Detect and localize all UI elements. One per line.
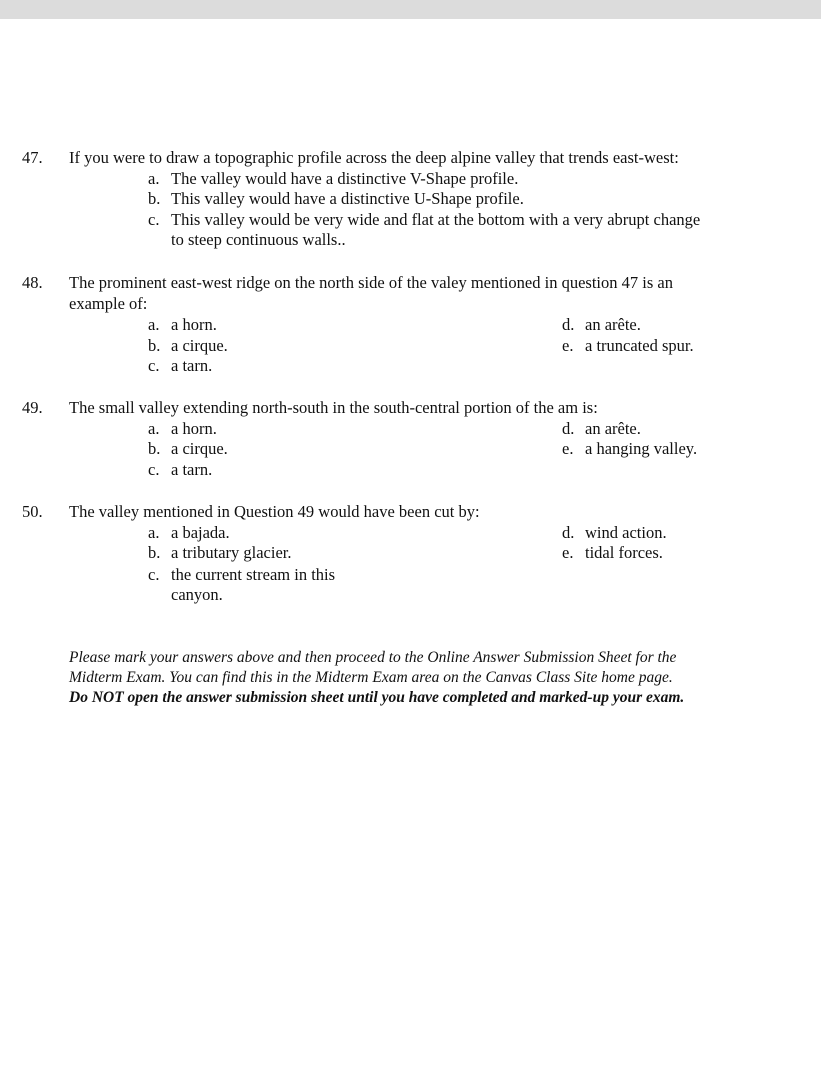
option-text: a bajada.	[171, 522, 230, 542]
option-text: a tarn.	[171, 356, 213, 375]
question-text: The valley mentioned in Question 49 would have been cut by:	[69, 502, 480, 521]
option-text: The valley would have a distinctive V-Shape profile.	[171, 168, 519, 188]
instructions-line: Midterm Exam. You can find this in the Midterm Exam area on the Canvas Class Site home page.	[69, 669, 673, 686]
option-text: a horn.	[171, 315, 217, 334]
option-a[interactable]	[148, 523, 230, 544]
option-text: a horn.	[171, 418, 217, 438]
question-number: 49.	[22, 398, 43, 417]
option-d[interactable]	[562, 315, 641, 336]
option-text: a cirque.	[171, 335, 228, 355]
option-letter: b.	[148, 335, 161, 355]
option-letter: c.	[148, 564, 160, 584]
option-text: a hanging valley.	[585, 439, 698, 458]
option-c[interactable]	[148, 209, 701, 249]
option-text: tidal forces.	[585, 543, 663, 562]
option-b[interactable]	[148, 189, 524, 210]
question-number: 47.	[22, 148, 43, 167]
option-e[interactable]	[562, 439, 697, 460]
option-b[interactable]	[148, 336, 228, 357]
option-e[interactable]	[562, 336, 694, 357]
option-letter: e.	[562, 439, 574, 458]
question-text: If you were to draw a topographic profile across the deep alpine valley that trends east-west:	[69, 148, 679, 167]
option-letter: a.	[148, 168, 160, 188]
question-text: The small valley extending north-south in the south-central portion of the am is:	[69, 398, 598, 417]
option-letter: d.	[562, 315, 575, 334]
submission-instructions	[69, 648, 789, 708]
option-e[interactable]	[562, 543, 663, 564]
option-letter: e.	[562, 335, 574, 355]
option-text: a truncated spur.	[585, 335, 694, 355]
option-text: an arête.	[585, 315, 641, 334]
option-a[interactable]	[148, 315, 217, 336]
option-text: a cirque.	[171, 439, 228, 458]
option-text-continued: to steep continuous walls..	[171, 230, 346, 249]
option-letter: e.	[562, 543, 574, 562]
option-text: an arête.	[585, 418, 641, 438]
option-text: wind action.	[585, 522, 667, 542]
option-letter: b.	[148, 189, 161, 208]
question-number: 50.	[22, 502, 43, 521]
option-letter: c.	[148, 356, 160, 375]
option-b[interactable]	[148, 439, 228, 460]
option-letter: d.	[562, 522, 575, 542]
option-text: This valley would be very wide and flat at the bottom with a very abrupt change	[171, 209, 701, 229]
option-text: a tributary glacier.	[171, 543, 292, 562]
option-letter: b.	[148, 543, 161, 562]
option-text: This valley would have a distinctive U-Shape profile.	[171, 189, 524, 208]
option-letter: b.	[148, 439, 161, 458]
option-text: the current stream in this	[171, 564, 336, 584]
option-a[interactable]	[148, 169, 518, 190]
option-c[interactable]	[148, 564, 336, 604]
option-text-continued: canyon.	[171, 585, 223, 604]
option-a[interactable]	[148, 419, 217, 440]
option-letter: a.	[148, 522, 160, 542]
option-c[interactable]	[148, 460, 212, 481]
option-c[interactable]	[148, 356, 212, 377]
option-d[interactable]	[562, 419, 641, 440]
option-letter: d.	[562, 418, 575, 438]
instructions-line: Please mark your answers above and then proceed to the Online Answer Submission Sheet for the	[69, 649, 677, 666]
option-letter: c.	[148, 209, 160, 229]
question-number: 48.	[22, 273, 43, 292]
option-letter: a.	[148, 418, 160, 438]
question-text-continued: example of:	[69, 293, 148, 313]
option-text: a tarn.	[171, 459, 213, 479]
instructions-warning: Do NOT open the answer submission sheet until you have completed and marked-up your exam.	[69, 689, 685, 706]
option-b[interactable]	[148, 543, 292, 564]
option-d[interactable]	[562, 523, 667, 544]
option-letter: c.	[148, 459, 160, 479]
question-text: The prominent east-west ridge on the north side of the valey mentioned in question 47 is an	[69, 273, 673, 292]
option-letter: a.	[148, 315, 160, 334]
